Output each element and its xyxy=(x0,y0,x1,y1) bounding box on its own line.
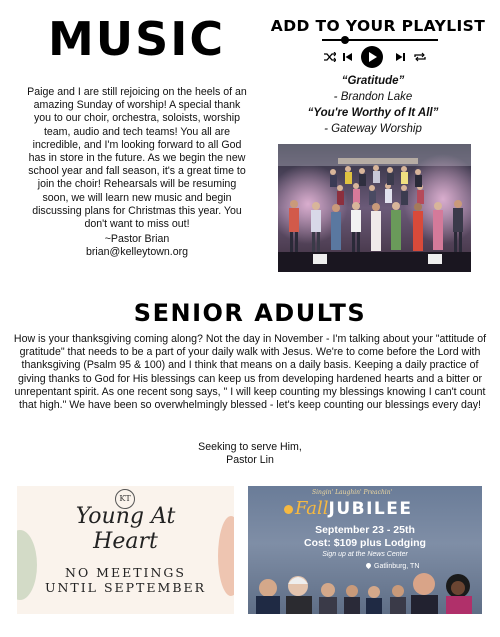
player-progress-bar[interactable] xyxy=(322,39,438,41)
next-icon[interactable] xyxy=(390,47,410,67)
senior-signature-block xyxy=(150,441,350,467)
young-at-heart-title-line1: Young At xyxy=(75,504,176,529)
song-artist: - Brandon Lake xyxy=(333,91,413,103)
music-heading: MUSIC xyxy=(48,12,226,66)
event-location xyxy=(366,563,419,570)
meeting-notice xyxy=(17,565,234,595)
music-email-link[interactable]: brian@kelleytown.org xyxy=(85,246,189,259)
event-cost: Cost: $109 plus Lodging xyxy=(304,537,426,549)
playlist-heading: ADD TO YOUR PLAYLIST xyxy=(270,17,486,35)
playlist-songs xyxy=(262,73,484,137)
song-item xyxy=(262,73,484,105)
music-player xyxy=(318,37,442,77)
event-dates: September 23 - 25th xyxy=(315,524,415,536)
music-signature-block xyxy=(26,233,248,259)
monogram-logo: KT xyxy=(115,489,135,509)
event-location-text: Gatlinburg, TN xyxy=(374,563,420,570)
senior-signature: Pastor Lin xyxy=(226,454,274,467)
young-at-heart-title-line2: Heart xyxy=(93,529,158,554)
previous-icon[interactable] xyxy=(338,47,358,67)
senior-closing: Seeking to serve Him, xyxy=(198,441,302,453)
repeat-icon[interactable] xyxy=(410,47,430,67)
senior-adults-body-text: How is your thanksgiving coming along? Not the day in November - I'm talking about your "attitude of gratitude" that needs to be a part of your daily walk with Jesus. We're to come before the Lord with thanksgiving (Psalm 95 & 100) and I think that means on a daily basis. Keeping a daily practice of giving thanks to God for His blessings can keep us from developing hardened hearts and a bitter or unrepentant spirit. As one recent song says, " I will keep counting my blessings knowing I can't count that high." We have been so overwhelmingly blessed - let's keep counting our blessings every day! xyxy=(13,333,487,412)
sun-dot-icon xyxy=(284,505,293,514)
song-item xyxy=(262,105,484,137)
worship-team-photo xyxy=(278,144,471,272)
young-at-heart-card xyxy=(17,486,234,614)
play-icon[interactable] xyxy=(361,46,383,68)
player-progress-knob[interactable] xyxy=(341,36,349,44)
fall-word: Fall xyxy=(295,498,329,519)
event-signup-note: Sign up at the News Center xyxy=(322,551,408,558)
shuffle-icon[interactable] xyxy=(320,47,340,67)
fall-jubilee-logo xyxy=(284,498,413,519)
senior-adults-heading: SENIOR ADULTS xyxy=(133,299,367,327)
song-title: “Gratitude” xyxy=(341,75,405,87)
meeting-notice-line2: UNTIL SEPTEMBER xyxy=(44,580,207,595)
location-pin-icon xyxy=(365,562,372,569)
music-signature: ~Pastor Brian xyxy=(104,233,170,245)
fall-jubilee-card xyxy=(248,486,482,614)
jubilee-word: JUBILEE xyxy=(328,499,413,519)
song-artist: - Gateway Worship xyxy=(324,123,422,135)
meeting-notice-line1: NO MEETINGS xyxy=(65,565,186,580)
music-body-text: Paige and I are still rejoicing on the heels of an amazing Sunday of worship! A special thank you to our choir, orchestra, soloists, worship team, audio and tech teams! You all are incredible, and I'm looking forward to all God has in store in the future. As we begin the new school year and fall season, it's a great time to join the choir! Rehearsals will be resuming soon, we will learn new music and begin discussing plans for Christmas this year. You don't want to miss out! xyxy=(27,86,247,231)
song-title: “You're Worthy of It All” xyxy=(307,107,439,119)
performers-photo xyxy=(248,572,482,614)
fall-jubilee-tagline: Singin' Laughin' Preachin' xyxy=(312,489,393,496)
